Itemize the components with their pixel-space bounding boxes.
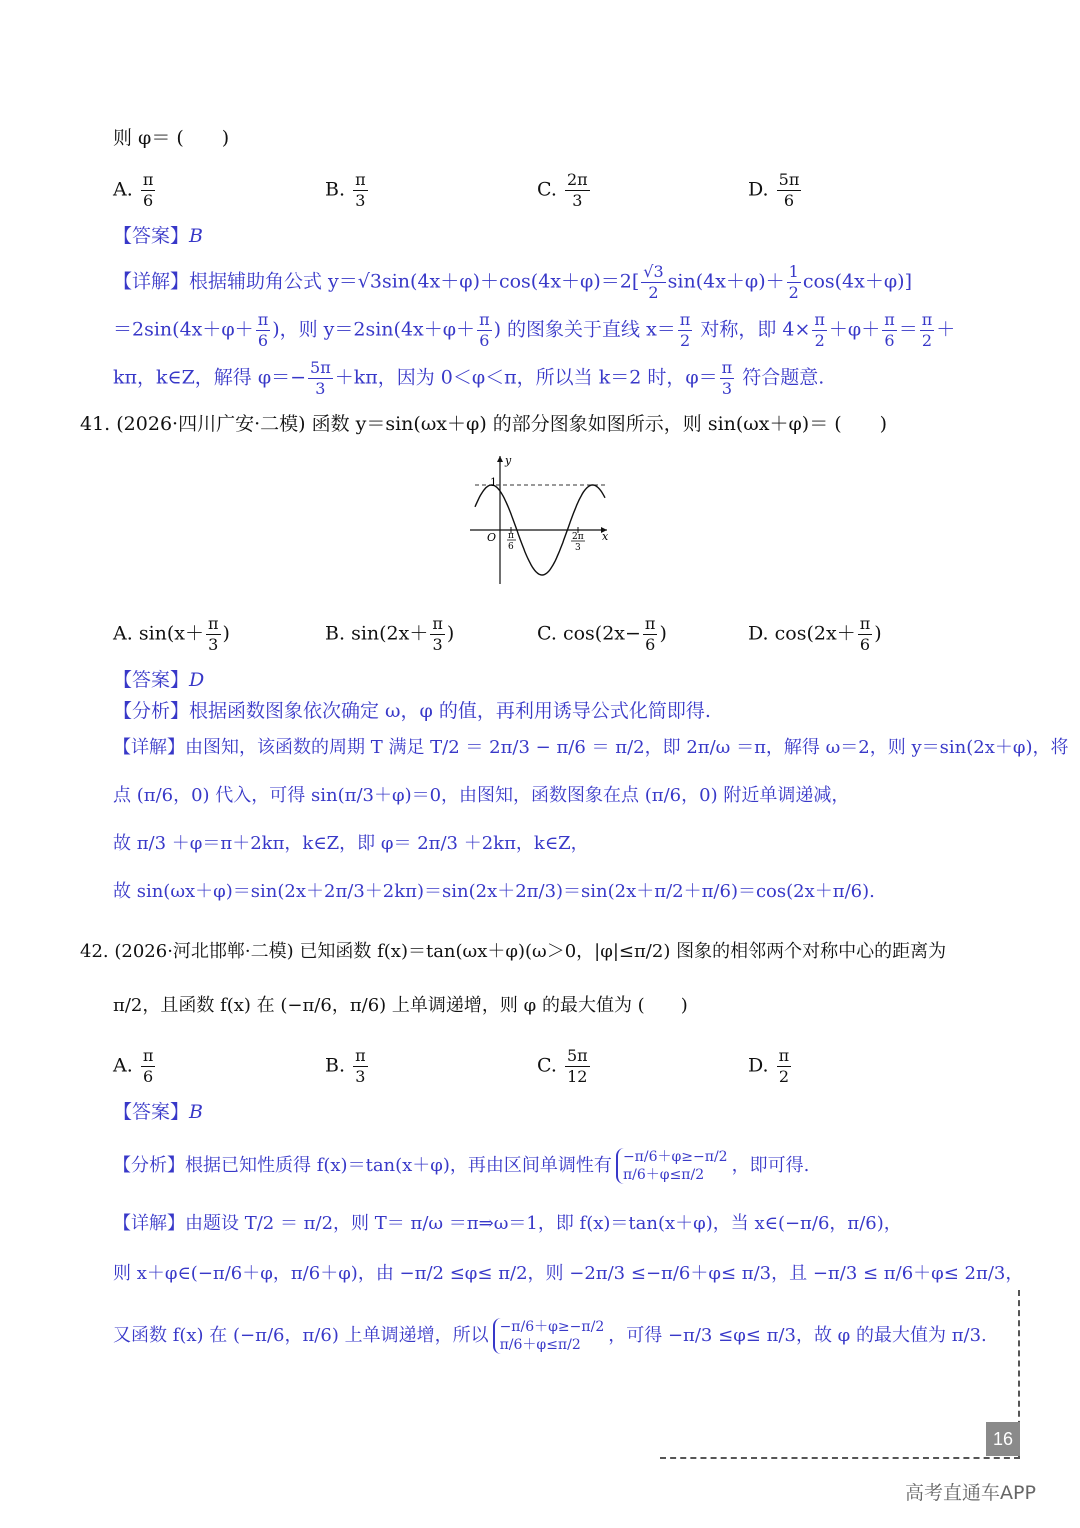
q41-answer: 【答案】D <box>113 669 205 691</box>
page-corner-dashed-horizontal <box>660 1457 1020 1459</box>
q42-option-a: A. $\frac{\pi}{6}$ <box>113 1046 154 1086</box>
q40-option-c: C. $\frac{2\pi}{3}$ <box>537 170 588 210</box>
q40-detail-line-2: ＝2sin(4x＋φ＋ $\frac{\pi}{6}$ )，则 y＝2sin(4x＋φ＋ $\frac{\pi}{6}$ ) 的图象关于直线 x＝ $\frac{\pi}{2}$ 对称，即 4× $\frac{\pi}{2}$ ＋φ＋ $\frac{\pi}{6}$ ＝ $\frac{\pi}{2}$ ＋ <box>113 310 956 350</box>
tick-2pi3-den: 3 <box>575 543 581 553</box>
origin-label: O <box>487 531 497 544</box>
tick-pi6-den: 6 <box>508 542 514 552</box>
tick-2pi3-num: 2π <box>572 532 584 542</box>
q40-option-b: B. $\frac{\pi}{3}$ <box>325 170 366 210</box>
q42-option-d: D. $\frac{\pi}{2}$ <box>748 1046 790 1086</box>
q40-option-d: D. $\frac{5\pi}{6}$ <box>748 170 800 210</box>
q42-option-b: B. $\frac{\pi}{3}$ <box>325 1046 366 1086</box>
q41-detail-line-2: 点 (π/6，0) 代入，可得 sin(π/3＋φ)＝0，由图知，函数图象在点 (π/6，0) 附近单调递减， <box>113 785 850 806</box>
page-number: 16 <box>986 1422 1020 1456</box>
q42-stem-line-1: 42. (2026·河北邯郸·二模) 已知函数 f(x)＝tan(ωx＋φ)(ω＞0，|φ|≤π/2) 图象的相邻两个对称中心的距离为 <box>80 941 947 962</box>
q41-option-d: D. cos(2x＋ $\frac{\pi}{6}$ ) <box>748 614 882 654</box>
q42-detail-line-3: 又函数 f(x) 在 (−π/6，π/6) 上单调递增，所以 −π/6＋φ≥−π/2 π/6＋φ≤π/2 ，可得 −π/3 ≤φ≤ π/3，故 φ 的最大值为 π/3. <box>113 1319 987 1353</box>
q41-stem: 41. (2026·四川广安·二模) 函数 y＝sin(ωx＋φ) 的部分图象如图所示，则 sin(ωx＋φ)＝ ( ) <box>80 413 888 435</box>
q41-detail-line-3: 故 π/3 ＋φ＝π＋2kπ，k∈Z，即 φ＝ 2π/3 ＋2kπ，k∈Z， <box>113 833 589 854</box>
y-label: y <box>505 454 512 467</box>
q42-answer: 【答案】B <box>113 1101 203 1123</box>
one-label: 1 <box>490 476 497 489</box>
tick-pi6-num: π <box>508 531 514 541</box>
q40-answer: 【答案】B <box>113 225 203 247</box>
footer-watermark: 高考直通车APP <box>905 1482 1036 1504</box>
q41-option-c: C. cos(2x− $\frac{\pi}{6}$ ) <box>537 614 667 654</box>
q41-option-b: B. sin(2x＋ $\frac{\pi}{3}$ ) <box>325 614 455 654</box>
q41-sine-graph <box>465 452 615 587</box>
q41-option-a: A. sin(x＋ $\frac{\pi}{3}$ ) <box>113 614 230 654</box>
q42-detail-line-2: 则 x＋φ∈(−π/6＋φ，π/6＋φ)，由 −π/2 ≤φ≤ π/2，则 −2π/3 ≤−π/6＋φ≤ π/3，且 −π/3 ≤ π/6＋φ≤ 2π/3， <box>113 1263 1024 1284</box>
q40-detail-line-1: 【详解】根据辅助角公式 y＝√3sin(4x＋φ)＋cos(4x＋φ)＝2[ $\frac{√3}{2}$ sin(4x＋φ)＋ $\frac{1}{2}$ cos(4x＋φ)] <box>113 262 912 302</box>
q40-option-a: A. $\frac{\pi}{6}$ <box>113 170 154 210</box>
q40-stem-end: 则 φ＝ ( ) <box>113 127 230 149</box>
q41-detail-line-4: 故 sin(ωx＋φ)＝sin(2x＋2π/3＋2kπ)＝sin(2x＋2π/3)＝sin(2x＋π/2＋π/6)＝cos(2x＋π/6). <box>113 881 875 902</box>
x-label: x <box>602 530 609 543</box>
q42-analysis: 【分析】根据已知性质得 f(x)＝tan(x＋φ)，再由区间单调性有 −π/6＋φ≥−π/2 π/6＋φ≤π/2 ，即可得. <box>113 1149 810 1183</box>
q40-detail-line-3: kπ，k∈Z，解得 φ＝− $\frac{5\pi}{3}$ ＋kπ，因为 0＜φ＜π，所以当 k＝2 时，φ＝ $\frac{\pi}{3}$ 符合题意. <box>113 358 825 398</box>
q42-option-c: C. $\frac{5\pi}{12}$ <box>537 1046 588 1086</box>
q42-stem-line-2: π/2，且函数 f(x) 在 (−π/6，π/6) 上单调递增，则 φ 的最大值为 ( ) <box>113 995 688 1016</box>
q41-detail-line-1: 【详解】由图知，该函数的周期 T 满足 T/2 ＝ 2π/3 − π/6 ＝ π/2，即 2π/ω ＝π，解得 ω＝2，则 y＝sin(2x＋φ)，将 <box>113 737 1069 758</box>
q41-analysis: 【分析】根据函数图象依次确定 ω，φ 的值，再利用诱导公式化简即得. <box>113 700 711 722</box>
q42-detail-line-1: 【详解】由题设 T/2 ＝ π/2，则 T＝ π/ω ＝π⇒ω＝1，即 f(x)＝tan(x＋φ)，当 x∈(−π/6，π/6)， <box>113 1213 902 1234</box>
